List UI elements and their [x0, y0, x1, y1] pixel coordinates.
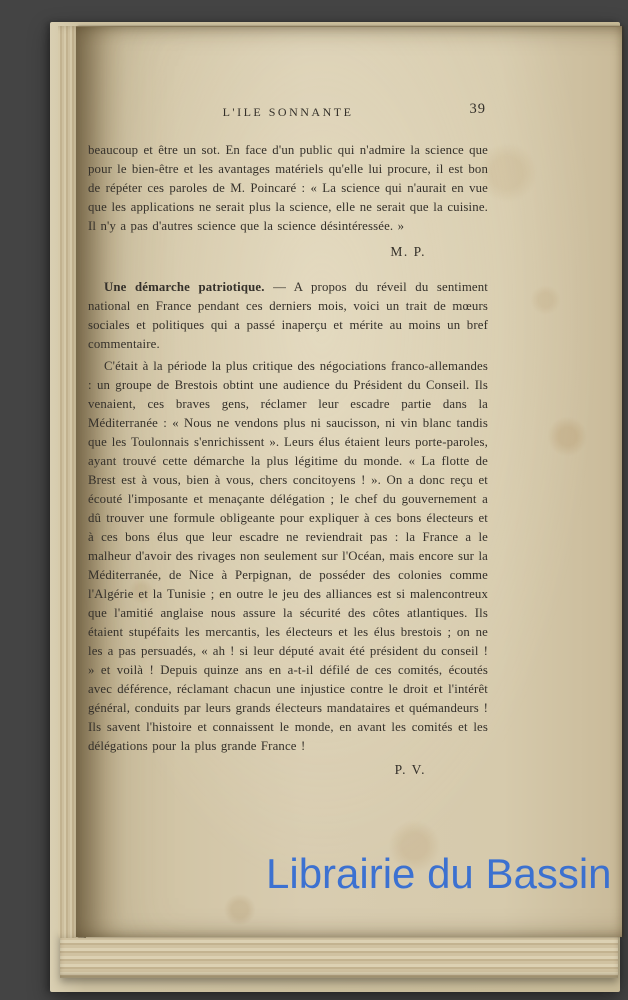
watermark-librairie-du-bassin: Librairie du Bassin [266, 850, 612, 897]
page-number: 39 [469, 101, 486, 117]
paragraph-lead-rest: — A propos du réveil du sentiment national en France pendant ces derniers mois, voici un trait de mœurs sociales et politiques qui a passé inaperçu et mérite au moins un bref commentaire. [88, 280, 489, 351]
signature-mp: M. P. [390, 244, 426, 259]
paragraph-lead-bold: Une démarche patriotique. [104, 280, 265, 294]
paragraph-demarche-intro [88, 278, 488, 354]
page-edges-bottom [60, 932, 618, 978]
paragraph-science: beaucoup et être un sot. En face d'un public qui n'admire la science que pour le bien-être et les avantages matériels qu'elle lui procure, il est bon de répéter ces paroles de M. Poincaré : « La science qui n'aurait en vue que les applications ne serait plus la science, elle ne serait que la cuisine. Il n'y a pas d'autres science que la science désintéressée. » [88, 143, 488, 233]
page-header [88, 103, 488, 119]
page-content [88, 103, 488, 778]
signature-pv: P. V. [394, 762, 426, 777]
running-title: L'ILE SONNANTE [222, 105, 354, 119]
book-page [76, 26, 622, 937]
paragraph-brestois: C'était à la période la plus critique des négociations franco-allemandes : un groupe de Brestois obtint une audience du Président du Conseil. Ils venaient, ces braves gens, réclamer leur escadre partie dans la Méditerranée : « Nous ne vendons plus ni saucisson, ni vin blanc tandis que les Toulonnais s'enrichissent ». Leurs élus étaient leurs porte-paroles, ayant trouvé cette démarche la plus légitime du monde. « La flotte de Brest est à vous, bien à vous, chers concitoyens ! ». On a donc reçu et écouté l'imposante et menaçante délégation ; le chef du gouvernement a dû trouver une formule obligeante pour expliquer à ces bons électeurs et à ces bons élus que leur escadre ne reviendrait pas : la France a le malheur d'avoir des rivages non seulement sur l'Océan, mais encore sur la Méditerranée, de Nice à Perpignan, de posséder des colonies comme l'Algérie et la Tunisie ; en outre le jeu des alliances est si malencontreux que l'amitié anglaise nous assure la sécurité des côtes atlantiques. Ils étaient stupéfaits les mercantis, les électeurs et les élus brestois ; on ne les a pas persuadés, « ah ! si leur député avait été président du conseil ! » et voilà ! Depuis quinze ans en a-t-il défilé de ces comités, écoutés avec déférence, réclamant chacun une injustice contre le droit et l'intérêt général, conduits par leurs grands électeurs mandataires et quémandeurs ! Ils savent l'histoire et connaissent le monde, en avant les comités et les délégations pour la plus grande France ! [88, 359, 488, 753]
